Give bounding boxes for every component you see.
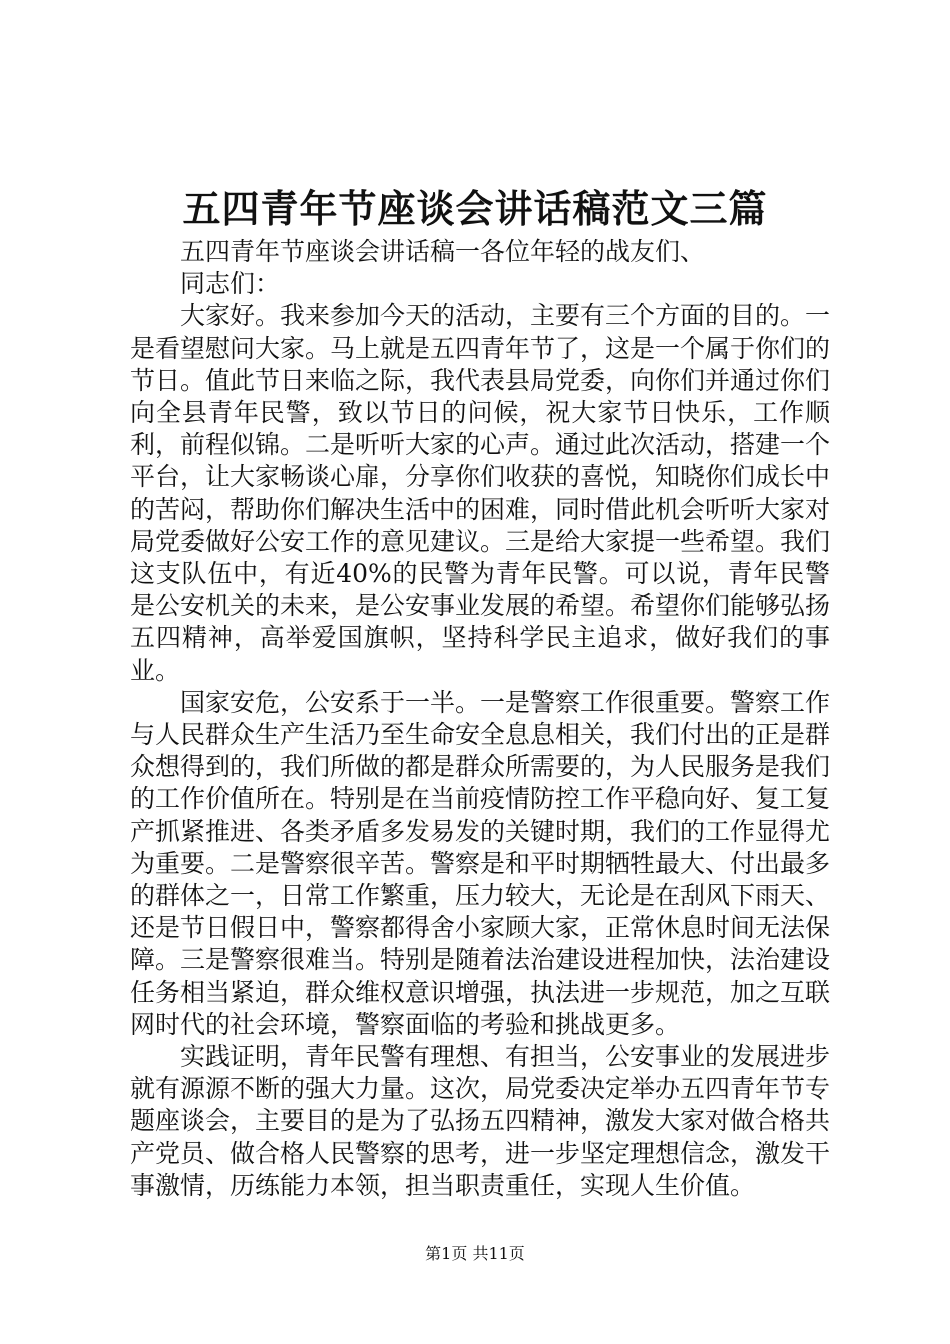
document-title: 五四青年节座谈会讲话稿范文三篇 xyxy=(182,186,768,231)
paragraph-salutation: 五四青年节座谈会讲话稿一各位年轻的战友们、 xyxy=(180,237,706,266)
paragraph-greeting: 同志们： xyxy=(180,269,281,299)
paragraph-police-work: 国家安危，公安系于一半。一是警察工作很重要。警察工作与人民群众生产生活乃至生命安全息息相关，我们付出的正是群众想得到的，我们所做的都是群众所需要的，为人民服务是我们的工作价值所在。特别是在当前疫情防控工作平稳向好、复工复产抓紧推进、各类矛盾多发易发的关键时期，我们的工作显得尤为重要。二是警察很辛苦。警察是和平时期牺牲最大、付出最多的群体之一，日常工作繁重，压力较大，无论是在刮风下雨天、还是节日假日中，警察都得舍小家顾大家，正常休息时间无法保障。三是警察很难当。特别是随着法治建设进程加快，法治建设任务相当紧迫，群众维权意识增强，执法进一步规范，加之互联网时代的社会环境，警察面临的考验和挑战更多。 xyxy=(130,687,831,1039)
document-body xyxy=(130,236,830,1202)
page-footer: 第1页 共11页 xyxy=(425,1244,525,1263)
paragraph-purpose: 大家好。我来参加今天的活动，主要有三个方面的目的。一是看望慰问大家。马上就是五四青年节了，这是一个属于你们的节日。值此节日来临之际，我代表县局党委，向你们并通过你们向全县青年民警，致以节日的问候，祝大家节日快乐，工作顺利，前程似锦。二是听听大家的心声。通过此次活动，搭建一个平台，让大家畅谈心扉，分享你们收获的喜悦，知晓你们成长中的苦闷，帮助你们解决生活中的困难，同时借此机会听听大家对局党委做好公安工作的意见建议。三是给大家提一些希望。我们这支队伍中，有近40%的民警为青年民警。可以说，青年民警是公安机关的未来，是公安事业发展的希望。希望你们能够弘扬五四精神，高举爱国旗帜，坚持科学民主追求，做好我们的事业。 xyxy=(130,301,831,685)
paragraph-practice: 实践证明，青年民警有理想、有担当，公安事业的发展进步就有源源不断的强大力量。这次，局党委决定举办五四青年节专题座谈会，主要目的是为了弘扬五四精神，激发大家对做合格共产党员、做合格人民警察的思考，进一步坚定理想信念，激发干事激情，历练能力本领，担当职责重任，实现人生价值。 xyxy=(130,1042,831,1200)
